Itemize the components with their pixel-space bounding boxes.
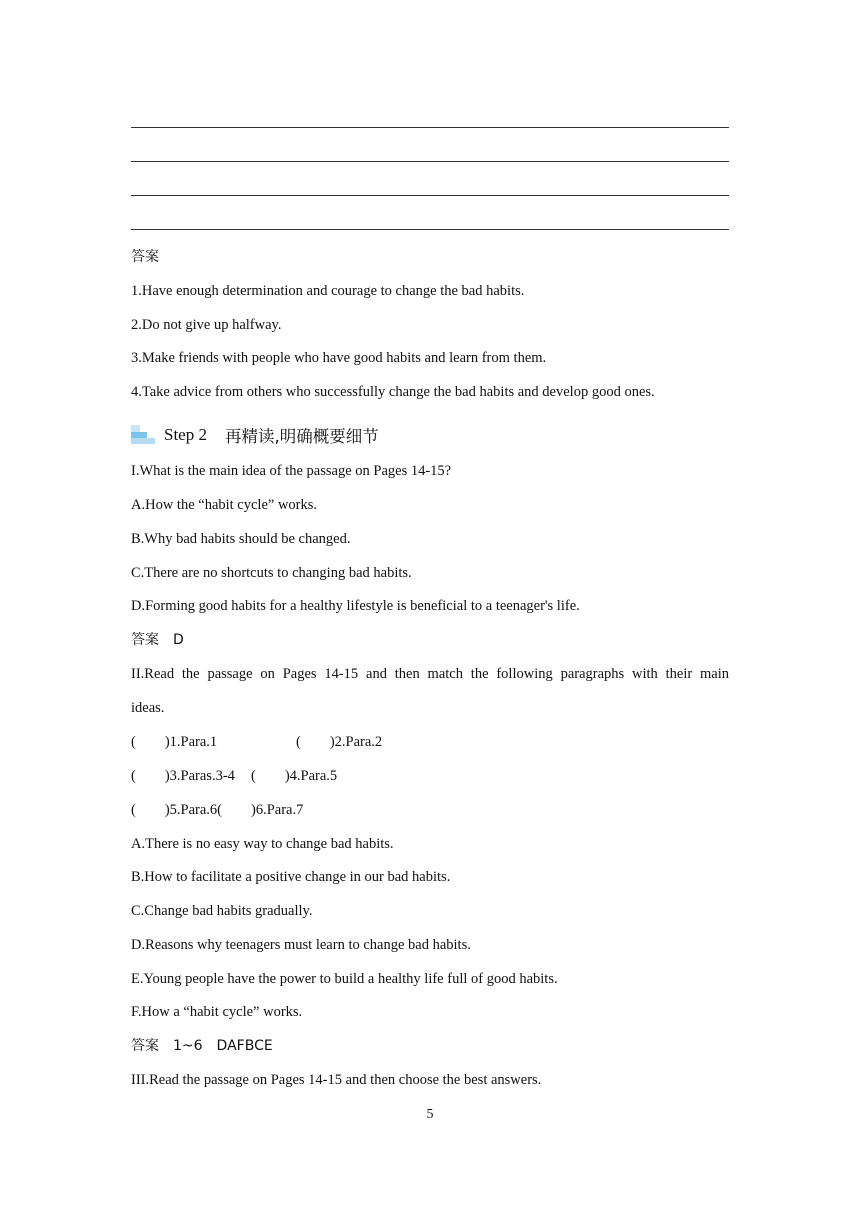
- question-text: I.What is the main idea of the passage on Pages 14-15?: [131, 463, 452, 479]
- option-item: B.How to facilitate a positive change in our bad habits.: [131, 869, 451, 885]
- step-title: 再精读,明确概要细节: [224, 427, 379, 446]
- match-blank: ( )5.Para.6( )6.Para.7: [131, 802, 304, 818]
- option-item: D.Reasons why teenagers must learn to change bad habits.: [131, 937, 471, 953]
- answer-blank-line: [131, 195, 729, 196]
- answer-item: 2.Do not give up halfway.: [131, 317, 282, 333]
- answer-item: 3.Make friends with people who have good habits and learn from them.: [131, 350, 547, 366]
- option-item: E.Young people have the power to build a healthy life full of good habits.: [131, 971, 558, 987]
- match-blank: ( )4.Para.5: [251, 768, 338, 784]
- answer-blank-line: [131, 229, 729, 230]
- step-stairs-icon: [131, 425, 157, 445]
- answer-blank-line: [131, 161, 729, 162]
- step-heading: [131, 424, 379, 446]
- answer-blank-line: [131, 127, 729, 128]
- answer-item: 4.Take advice from others who successfully change the bad habits and develop good ones.: [131, 384, 655, 400]
- option-item: C.There are no shortcuts to changing bad habits.: [131, 565, 412, 581]
- step-label: Step 2: [164, 425, 207, 444]
- option-item: B.Why bad habits should be changed.: [131, 531, 351, 547]
- match-blank: ( )2.Para.2: [296, 734, 383, 750]
- answer-text: 答案 1~6 DAFBCE: [131, 1038, 273, 1054]
- match-blank: ( )3.Paras.3-4: [131, 768, 235, 784]
- option-item: D.Forming good habits for a healthy lifestyle is beneficial to a teenager's life.: [131, 598, 580, 614]
- option-item: C.Change bad habits gradually.: [131, 903, 313, 919]
- answer-item: 1.Have enough determination and courage to change the bad habits.: [131, 283, 525, 299]
- option-item: A.There is no easy way to change bad habits.: [131, 836, 394, 852]
- option-item: A.How the “habit cycle” works.: [131, 497, 318, 513]
- page-number: 5: [426, 1107, 434, 1122]
- match-blank: ( )1.Para.1: [131, 734, 218, 750]
- question-text: II.Read the passage on Pages 14-15 and then match the following paragraphs with their main: [131, 666, 729, 682]
- question-text-continued: ideas.: [131, 700, 165, 716]
- answer-text: 答案 D: [131, 632, 184, 648]
- question-text: III.Read the passage on Pages 14-15 and then choose the best answers.: [131, 1072, 542, 1088]
- option-item: F.How a “habit cycle” works.: [131, 1004, 303, 1020]
- answer-label: 答案: [131, 249, 159, 265]
